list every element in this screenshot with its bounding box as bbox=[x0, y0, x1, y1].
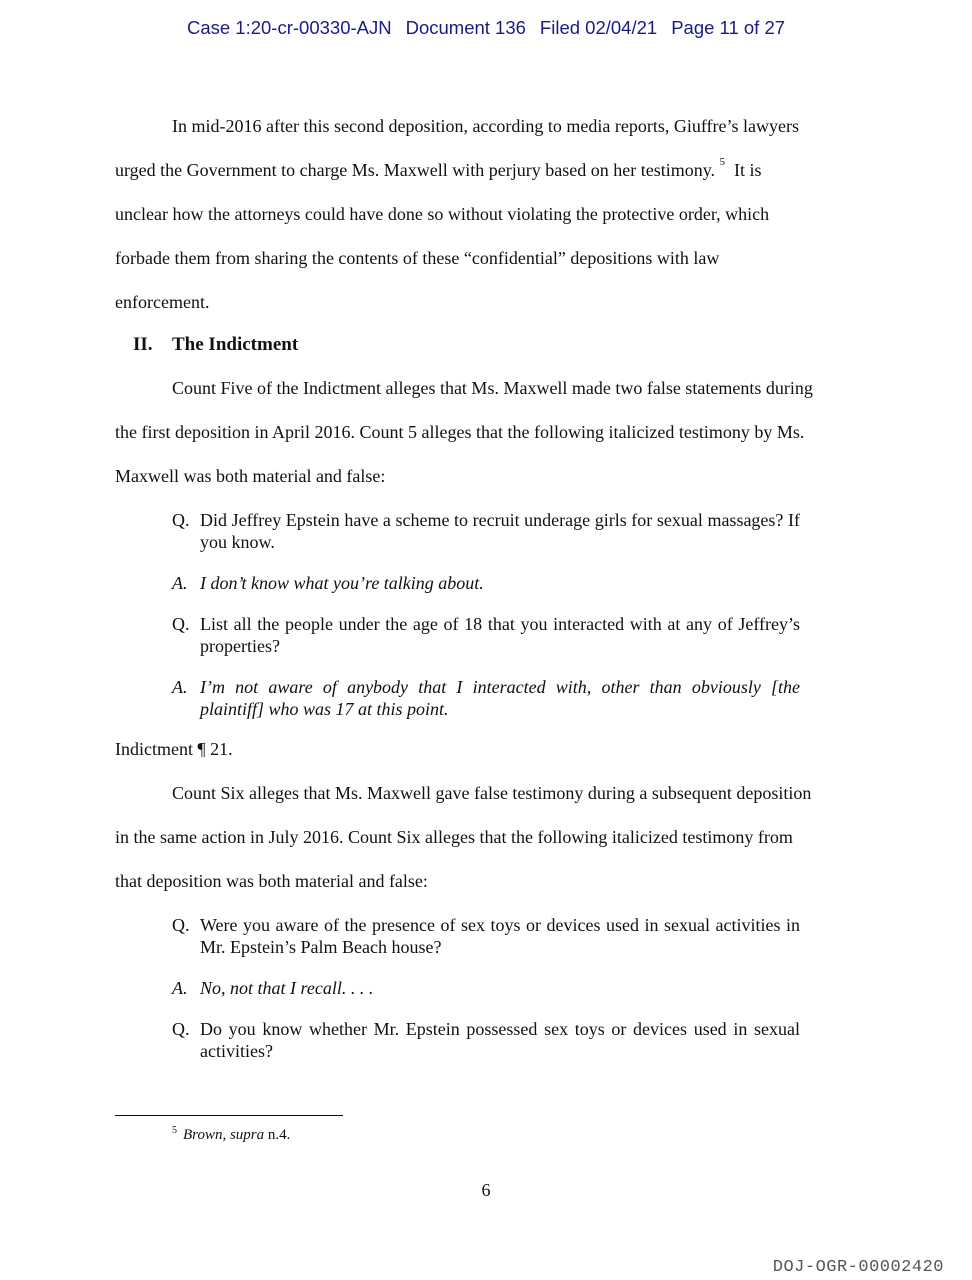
bates-number: DOJ-OGR-00002420 bbox=[772, 1258, 944, 1277]
qa-label: Q. bbox=[172, 614, 190, 634]
para2-line-2: the first deposition in April 2016. Count 5 alleges that the following italicized testimony by Ms. bbox=[115, 422, 805, 442]
para2-line-3: Maxwell was both material and false: bbox=[115, 466, 386, 486]
para3-line-3: that deposition was both material and false: bbox=[115, 871, 428, 891]
footnote-ref-5[interactable]: 5 bbox=[719, 156, 726, 168]
para1-line-2 bbox=[115, 156, 762, 181]
section-heading bbox=[133, 334, 298, 356]
para1-line-5: enforcement. bbox=[115, 292, 210, 312]
para1-line-2-tail: It is bbox=[734, 160, 762, 180]
indictment-citation: Indictment ¶ 21. bbox=[115, 739, 233, 759]
para1-line-3: unclear how the attorneys could have done so without violating the protective order, which bbox=[115, 204, 770, 224]
testimony1-answer-2 bbox=[172, 676, 800, 720]
qa-text: Did Jeffrey Epstein have a scheme to recruit underage girls for sexual massages? If you know. bbox=[200, 510, 800, 552]
qa-text: Do you know whether Mr. Epstein possessed sex toys or devices used in sexual activities? bbox=[200, 1019, 800, 1061]
qa-text: No, not that I recall. . . . bbox=[200, 978, 374, 998]
testimony2-question-1 bbox=[172, 914, 800, 958]
case-number: Case 1:20-cr-00330-AJN bbox=[186, 17, 392, 38]
para1-line-1: In mid-2016 after this second deposition, according to media reports, Giuffre’s lawyers bbox=[172, 116, 800, 136]
footnote-number: 5 bbox=[172, 1125, 177, 1136]
filed-date: Filed 02/04/21 bbox=[539, 17, 658, 38]
para3-line-2: in the same action in July 2016. Count Six alleges that the following italicized testimony from bbox=[115, 827, 793, 847]
footnote-divider bbox=[115, 1115, 343, 1116]
testimony1-answer-1 bbox=[172, 572, 800, 594]
para3-line-1: Count Six alleges that Ms. Maxwell gave false testimony during a subsequent deposition bbox=[172, 783, 812, 803]
para1-line-4: forbade them from sharing the contents of these “confidential” depositions with law bbox=[115, 248, 720, 268]
qa-text: I don’t know what you’re talking about. bbox=[200, 573, 484, 593]
page-indicator: Page 11 of 27 bbox=[671, 17, 786, 38]
footnote-5 bbox=[172, 1125, 290, 1144]
page-number: 6 bbox=[481, 1180, 491, 1200]
para1-line-2-text: urged the Government to charge Ms. Maxwell with perjury based on her testimony. bbox=[115, 160, 716, 180]
qa-text: I’m not aware of anybody that I interacted with, other than obviously [the plaintiff] who was 17 at this point. bbox=[200, 677, 800, 719]
qa-label: Q. bbox=[172, 915, 190, 935]
testimony2-question-2 bbox=[172, 1018, 800, 1062]
testimony2-answer-1 bbox=[172, 977, 800, 999]
testimony1-question-1 bbox=[172, 509, 800, 553]
testimony1-question-2 bbox=[172, 613, 800, 657]
qa-text: Were you aware of the presence of sex toys or devices used in sexual activities in Mr. Epstein’s Palm Beach house? bbox=[200, 915, 800, 957]
qa-label: A. bbox=[172, 978, 188, 998]
section-number: II. bbox=[133, 334, 153, 355]
qa-label: A. bbox=[172, 573, 188, 593]
para2-line-1: Count Five of the Indictment alleges that Ms. Maxwell made two false statements during bbox=[172, 378, 813, 398]
footnote-rest: n.4. bbox=[264, 1127, 291, 1143]
qa-label: A. bbox=[172, 677, 188, 697]
qa-label: Q. bbox=[172, 1019, 190, 1039]
footnote-italic: Brown, supra bbox=[183, 1127, 265, 1143]
document-number: Document 136 bbox=[405, 17, 526, 38]
qa-text: List all the people under the age of 18 that you interacted with at any of Jeffrey’s properties? bbox=[200, 614, 800, 656]
qa-label: Q. bbox=[172, 510, 190, 530]
case-header bbox=[0, 17, 972, 39]
section-title: The Indictment bbox=[172, 334, 299, 355]
